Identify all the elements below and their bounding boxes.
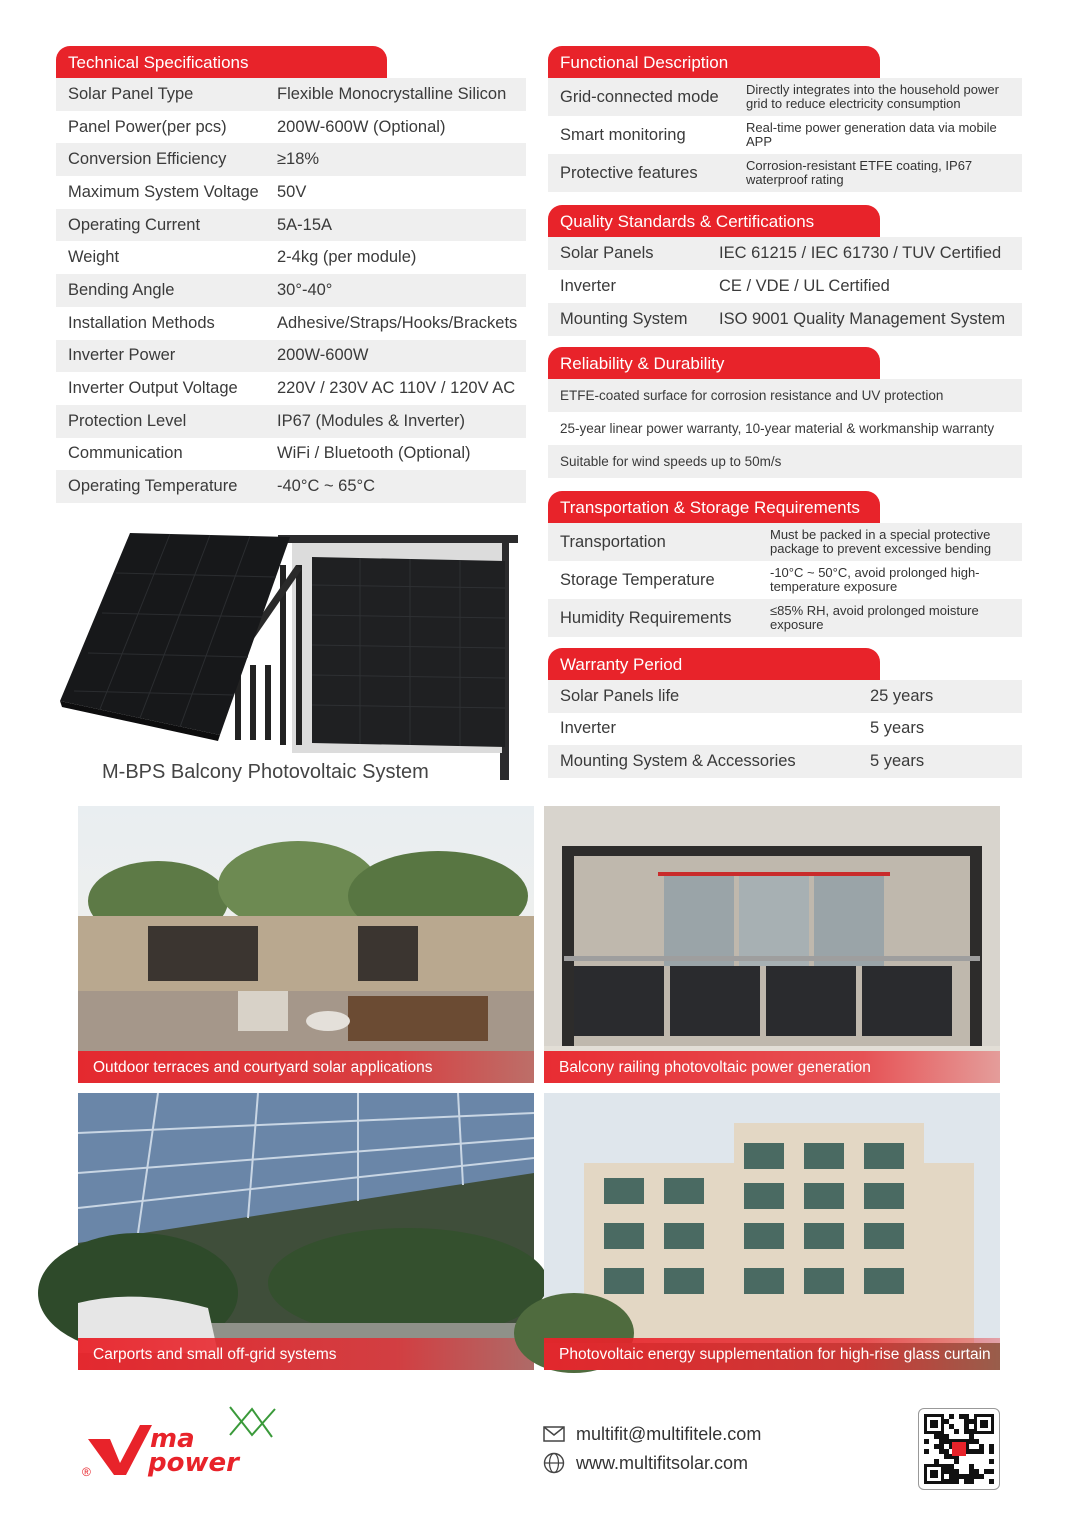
row-value: 200W-600W (Optional) [277,117,446,136]
tech-specs-table [56,78,526,503]
carport-image [78,1093,534,1370]
transport-row [548,599,1022,637]
row-label: Operating Current [68,215,201,234]
row-label: Communication [68,444,183,463]
spec-row [56,78,526,111]
reliability-section [548,347,1022,478]
photo-balcony [544,806,1000,1083]
transport-row [548,523,1022,561]
balcony-pv-system-image [60,525,530,790]
vmapower-logo-icon [80,1405,300,1485]
row-label: Inverter [560,277,616,295]
row-value: 200W-600W [277,346,369,365]
warranty-row [548,713,1022,746]
row-value: Real-time power generation data via mobile APP [746,120,997,149]
globe-icon [543,1452,565,1474]
row-label: Mounting System & Accessories [560,751,796,770]
row-value: IP67 (Modules & Inverter) [277,411,465,430]
row-label: Inverter Output Voltage [68,379,238,398]
envelope-icon [543,1426,565,1442]
row-value: Directly integrates into the household power grid to reduce electricity consumption [746,82,999,111]
spec-row [56,372,526,405]
warranty-row [548,745,1022,778]
row-label: Weight [68,248,120,267]
row-label: Inverter [560,719,616,738]
row-value: 50V [277,182,307,201]
row-value: 5 years [870,751,925,770]
certification-row [548,303,1022,336]
quality-title: Quality Standards & Certifications [548,205,880,237]
certification-row [548,237,1022,270]
photo-highrise [544,1093,1000,1397]
warranty-row [548,680,1022,713]
row-value: ISO 9001 Quality Management System [719,310,1006,328]
spec-row [56,111,526,144]
svg-text:ma: ma [150,1424,195,1454]
row-label: Solar Panels [560,244,654,262]
spec-row [56,340,526,373]
photo-terrace [78,806,534,1083]
row-value: Corrosion-resistant ETFE coating, IP67 waterproof rating [746,158,973,187]
functional-title: Functional Description [548,46,880,78]
spec-row [56,143,526,176]
row-label: Grid-connected mode [560,87,719,106]
photo-caption-balcony: Balcony railing photovoltaic power generation [544,1051,1000,1083]
row-value: -10°C ~ 50°C, avoid prolonged high-temperature exposure [770,565,980,594]
reliability-title: Reliability & Durability [548,347,880,379]
highrise-image [544,1093,1000,1370]
balcony-image [544,806,1000,1083]
row-label: Solar Panels life [560,686,680,705]
tech-specs-title: Technical Specifications [56,46,387,78]
spec-row [56,176,526,209]
row-label: Operating Temperature [68,477,238,496]
certification-row [548,270,1022,303]
quality-section [548,205,1022,336]
row-value: IEC 61215 / IEC 61730 / TUV Certified [719,244,1002,262]
transport-table [548,523,1022,637]
spec-row [56,209,526,242]
row-label: Conversion Efficiency [68,150,227,169]
photo-caption-carport: Carports and small off-grid systems [78,1338,534,1370]
row-value: 2-4kg (per module) [277,248,417,267]
contact-website[interactable]: www.multifitsolar.com [576,1452,749,1473]
row-value: -40°C ~ 65°C [277,477,376,496]
spec-row [56,307,526,340]
row-value: Adhesive/Straps/Hooks/Brackets [277,313,518,332]
quality-table [548,237,1022,336]
row-label: Protective features [560,163,698,182]
spec-row [56,438,526,471]
row-label: Mounting System [560,310,688,328]
row-label: Humidity Requirements [560,608,732,627]
photo-caption-terrace: Outdoor terraces and courtyard solar applications [78,1051,534,1083]
row-value: 30°-40° [277,280,333,299]
row-label: Protection Level [68,411,187,430]
transport-section [548,491,1022,637]
warranty-section [548,648,1022,778]
reliability-text: Suitable for wind speeds up to 50m/s [560,454,782,469]
contact-email[interactable]: multifit@multifitele.com [576,1423,762,1444]
photo-carport [78,1093,534,1370]
reliability-text: 25-year linear power warranty, 10-year material & workmanship warranty [560,421,995,436]
reliability-item [548,379,1022,412]
tech-specs-section [56,46,526,503]
contact-block [543,1420,873,1480]
row-label: Maximum System Voltage [68,182,259,201]
function-row [548,78,1022,116]
spec-row [56,405,526,438]
row-value: Must be packed in a special protective package to prevent excessive bending [770,527,992,556]
functional-section [548,46,1022,192]
row-value: WiFi / Bluetooth (Optional) [277,444,471,463]
reliability-item [548,445,1022,478]
spec-row [56,470,526,503]
spec-row [56,274,526,307]
row-label: Transportation [560,532,666,551]
terrace-image [78,806,534,1083]
row-label: Solar Panel Type [68,84,194,103]
function-row [548,154,1022,192]
warranty-title: Warranty Period [548,648,880,680]
row-label: Inverter Power [68,346,176,365]
row-value: 25 years [870,686,934,705]
svg-text:power: power [148,1448,239,1478]
spec-row [56,241,526,274]
row-label: Bending Angle [68,280,175,299]
registered-mark: ® [82,1465,91,1479]
row-value: ≥18% [277,150,320,169]
row-value: 220V / 230V AC 110V / 120V AC [277,379,516,398]
transport-title: Transportation & Storage Requirements [548,491,880,523]
photo-caption-highrise: Photovoltaic energy supplementation for high-rise glass curtain walls [544,1338,1000,1370]
reliability-item [548,412,1022,445]
row-label: Panel Power(per pcs) [68,117,227,136]
functional-table [548,78,1022,192]
row-label: Smart monitoring [560,125,686,144]
warranty-table [548,680,1022,778]
row-label: Storage Temperature [560,570,715,589]
reliability-list [548,379,1022,478]
row-value: 5A-15A [277,215,333,234]
product-caption: M-BPS Balcony Photovoltaic System [102,761,429,783]
row-value: ≤85% RH, avoid prolonged moisture exposure [770,603,979,632]
row-value: Flexible Monocrystalline Silicon [277,84,507,103]
transport-row [548,561,1022,599]
product-illustration [60,525,530,790]
qr-code[interactable] [918,1408,1000,1490]
reliability-text: ETFE-coated surface for corrosion resistance and UV protection [560,388,944,403]
brand-logo [80,1405,300,1485]
function-row [548,116,1022,154]
row-value: 5 years [870,719,925,738]
qr-code-icon [924,1414,994,1484]
row-label: Installation Methods [68,313,215,332]
row-value: CE / VDE / UL Certified [719,277,890,295]
